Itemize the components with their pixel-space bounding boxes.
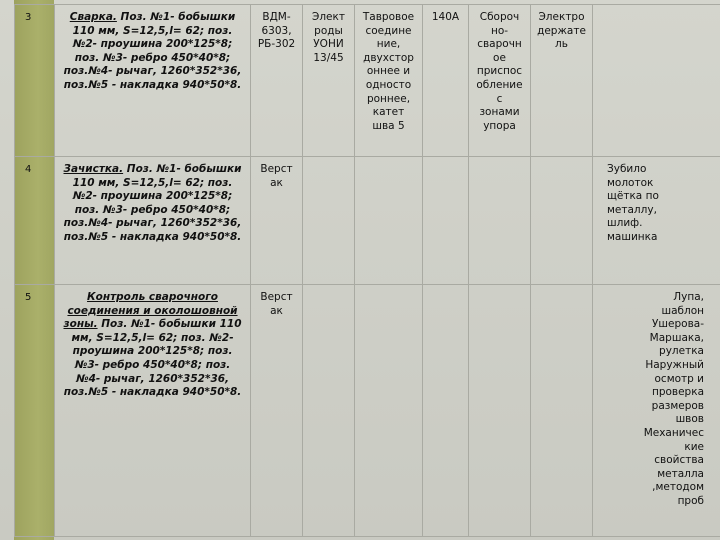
control-cell bbox=[531, 285, 593, 537]
joint-type-cell: Тавровое соедине ние, двухстор оннее и односто роннее, катет шва 5 bbox=[355, 5, 423, 157]
tool-cell: Лупа, шаблон Ушерова- Маршака, рулетка Наружный осмотр и проверка размеров швов Механичес кие свойства металла ,методом проб bbox=[593, 285, 720, 537]
fixture-cell bbox=[469, 157, 531, 285]
operation-description bbox=[55, 157, 251, 285]
operation-text: Поз. №1- бобышки 110 мм, S=12,5,l= 62; поз. №2- проушина 200*125*8; поз. №3- ребро 450*40*8; поз.№4- рычаг, 1260*352*36, поз.№5 - накладка 940*50*8. bbox=[63, 318, 242, 399]
operation-title: Контроль сварочного соединения и околошовной зоны. bbox=[63, 291, 238, 331]
operation-number: 3 bbox=[15, 5, 55, 157]
equipment-cell: Верст ак bbox=[251, 157, 303, 285]
operation-title: Сварка. bbox=[69, 11, 117, 23]
table-row bbox=[15, 285, 720, 537]
fixture-cell bbox=[469, 285, 531, 537]
tool-cell: Электро держате ль bbox=[531, 5, 593, 157]
material-cell: Элект роды УОНИ 13/45 bbox=[303, 5, 355, 157]
control-cell bbox=[531, 157, 593, 285]
operation-description bbox=[55, 5, 251, 157]
table-row bbox=[15, 157, 720, 285]
operation-text: Поз. №1- бобышки 110 мм, S=12,5,l= 62; поз. №2- проушина 200*125*8; поз. №3- ребро 450*40*8; поз.№4- рычаг, 1260*352*36, поз.№5 - накладка 940*50*8. bbox=[63, 11, 242, 91]
joint-type-cell bbox=[355, 285, 423, 537]
table-row bbox=[15, 5, 720, 157]
control-cell bbox=[593, 5, 720, 157]
welding-process-table bbox=[14, 4, 720, 537]
equipment-cell: ВДМ- 6303, РБ-302 bbox=[251, 5, 303, 157]
operation-number: 5 bbox=[15, 285, 55, 537]
material-cell bbox=[303, 285, 355, 537]
welding-current-cell bbox=[423, 157, 469, 285]
operation-description bbox=[55, 285, 251, 537]
tool-cell: Зубило молоток щётка по металлу, шлиф. машинка bbox=[593, 157, 720, 285]
operation-text: Поз. №1- бобышки 110 мм, S=12,5,l= 62; поз. №2- проушина 200*125*8; поз. №3- ребро 450*40*8; поз.№4- рычаг, 1260*352*36, поз.№5 - накладка 940*50*8. bbox=[63, 163, 242, 243]
joint-type-cell bbox=[355, 157, 423, 285]
operation-number: 4 bbox=[15, 157, 55, 285]
fixture-cell: Сбороч но- сварочн ое приспос обление с зонами упора bbox=[469, 5, 531, 157]
welding-current-cell bbox=[423, 285, 469, 537]
welding-current-cell: 140А bbox=[423, 5, 469, 157]
operation-title: Зачистка. bbox=[63, 163, 124, 175]
material-cell bbox=[303, 157, 355, 285]
equipment-cell: Верст ак bbox=[251, 285, 303, 537]
